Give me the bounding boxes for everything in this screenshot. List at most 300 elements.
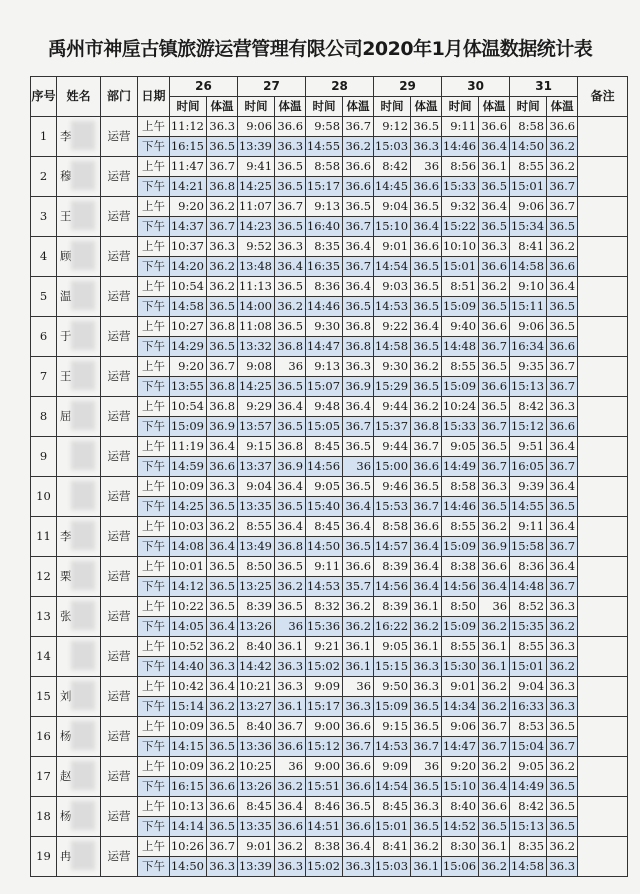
- temp-cell: 36.5: [275, 597, 306, 617]
- time-cell: 15:36: [306, 617, 343, 637]
- time-cell: 9:00: [306, 717, 343, 737]
- session-pm-cell: 下午: [138, 657, 170, 677]
- time-cell: 8:36: [510, 557, 547, 577]
- temp-cell: 36.5: [411, 817, 442, 837]
- time-cell: 15:17: [306, 697, 343, 717]
- temp-cell: 36.5: [275, 217, 306, 237]
- session-am-cell: 上午: [138, 717, 170, 737]
- name-text: 杨: [60, 809, 72, 823]
- name-cell: [57, 437, 101, 477]
- dept-cell: 运营: [101, 677, 138, 717]
- time-cell: 9:01: [238, 837, 275, 857]
- time-cell: 9:05: [374, 637, 411, 657]
- temp-cell: 36.4: [275, 797, 306, 817]
- time-cell: 16:34: [510, 337, 547, 357]
- temp-cell: 36.2: [275, 777, 306, 797]
- temp-cell: 36.4: [275, 517, 306, 537]
- session-am-cell: 上午: [138, 317, 170, 337]
- temp-cell: 36.8: [343, 317, 374, 337]
- name-cell: [57, 157, 101, 197]
- time-cell: 14:25: [238, 177, 275, 197]
- temp-cell: 36.6: [343, 717, 374, 737]
- seq-cell: 11: [31, 517, 57, 557]
- dept-cell: 运营: [101, 757, 138, 797]
- temp-cell: 36.7: [547, 577, 578, 597]
- time-cell: 14:58: [374, 337, 411, 357]
- time-cell: 15:51: [306, 777, 343, 797]
- temp-cell: 36.3: [479, 237, 510, 257]
- temp-cell: 36.4: [275, 257, 306, 277]
- time-cell: 8:41: [510, 237, 547, 257]
- temp-cell: 35.7: [343, 577, 374, 597]
- time-cell: 15:58: [510, 537, 547, 557]
- time-cell: 15:30: [442, 657, 479, 677]
- temp-cell: 36.6: [479, 117, 510, 137]
- temp-cell: 36.2: [411, 617, 442, 637]
- temp-cell: 36.6: [275, 817, 306, 837]
- remark-cell: [578, 277, 628, 317]
- time-cell: 14:29: [170, 337, 207, 357]
- time-cell: 9:10: [510, 277, 547, 297]
- temp-cell: 36.5: [207, 137, 238, 157]
- temp-cell: 36.5: [343, 537, 374, 557]
- seq-cell: 6: [31, 317, 57, 357]
- dept-cell: 运营: [101, 277, 138, 317]
- time-cell: 15:03: [374, 857, 411, 877]
- temp-cell: 36: [479, 597, 510, 617]
- temp-cell: 36.8: [411, 417, 442, 437]
- time-cell: 15:09: [442, 377, 479, 397]
- temp-cell: 36.3: [207, 237, 238, 257]
- name-redaction-blur: [71, 481, 95, 510]
- time-cell: 15:09: [442, 537, 479, 557]
- time-cell: 14:57: [374, 537, 411, 557]
- time-cell: 11:12: [170, 117, 207, 137]
- header-time: 时间: [306, 97, 343, 117]
- time-cell: 13:48: [238, 257, 275, 277]
- temp-cell: 36.4: [275, 397, 306, 417]
- time-cell: 10:22: [170, 597, 207, 617]
- time-cell: 9:01: [374, 237, 411, 257]
- temp-cell: 36.7: [275, 717, 306, 737]
- time-cell: 16:15: [170, 137, 207, 157]
- temp-cell: 36.8: [207, 397, 238, 417]
- header-temp: 体温: [547, 97, 578, 117]
- time-cell: 8:55: [442, 637, 479, 657]
- temp-cell: 36.4: [547, 517, 578, 537]
- name-cell: [57, 317, 101, 357]
- time-cell: 10:09: [170, 717, 207, 737]
- table-row-am: [31, 277, 628, 297]
- temp-cell: 36.2: [411, 837, 442, 857]
- temp-cell: 36: [343, 457, 374, 477]
- name-redaction-blur: [71, 681, 95, 710]
- time-cell: 9:06: [238, 117, 275, 137]
- time-cell: 10:13: [170, 797, 207, 817]
- temp-cell: 36.2: [547, 757, 578, 777]
- time-cell: 15:10: [442, 777, 479, 797]
- session-pm-cell: 下午: [138, 577, 170, 597]
- temp-cell: 36.7: [479, 717, 510, 737]
- session-pm-cell: 下午: [138, 697, 170, 717]
- header-time: 时间: [442, 97, 479, 117]
- temp-cell: 36.5: [411, 717, 442, 737]
- session-am-cell: 上午: [138, 437, 170, 457]
- session-pm-cell: 下午: [138, 537, 170, 557]
- temp-cell: 36.9: [479, 537, 510, 557]
- temp-cell: 36.2: [207, 277, 238, 297]
- time-cell: 15:29: [374, 377, 411, 397]
- time-cell: 15:07: [306, 377, 343, 397]
- time-cell: 8:52: [510, 597, 547, 617]
- temp-cell: 36.5: [479, 357, 510, 377]
- temp-cell: 36.5: [547, 217, 578, 237]
- name-cell: [57, 677, 101, 717]
- temp-cell: 36.3: [343, 697, 374, 717]
- dept-cell: 运营: [101, 357, 138, 397]
- temp-cell: 36.5: [207, 577, 238, 597]
- table-row-am: [31, 557, 628, 577]
- temp-cell: 36.6: [207, 797, 238, 817]
- time-cell: 14:46: [306, 297, 343, 317]
- seq-cell: 12: [31, 557, 57, 597]
- temp-cell: 36.8: [275, 437, 306, 457]
- time-cell: 15:11: [510, 297, 547, 317]
- temp-cell: 36.8: [343, 337, 374, 357]
- time-cell: 13:27: [238, 697, 275, 717]
- temp-cell: 36.5: [275, 417, 306, 437]
- time-cell: 14:51: [306, 817, 343, 837]
- time-cell: 9:22: [374, 317, 411, 337]
- header-temp: 体温: [411, 97, 442, 117]
- time-cell: 9:08: [238, 357, 275, 377]
- time-cell: 15:33: [442, 417, 479, 437]
- temp-cell: 36.3: [547, 677, 578, 697]
- temp-cell: 36.3: [547, 397, 578, 417]
- time-cell: 15:02: [306, 657, 343, 677]
- time-cell: 8:46: [306, 797, 343, 817]
- time-cell: 10:54: [170, 397, 207, 417]
- time-cell: 8:55: [442, 517, 479, 537]
- remark-cell: [578, 197, 628, 237]
- temp-cell: 36.7: [343, 737, 374, 757]
- temp-cell: 36.5: [411, 477, 442, 497]
- table-row-am: [31, 597, 628, 617]
- time-cell: 14:00: [238, 297, 275, 317]
- header-temp: 体温: [275, 97, 306, 117]
- session-am-cell: 上午: [138, 837, 170, 857]
- time-cell: 14:59: [170, 457, 207, 477]
- header-remark: 备注: [578, 77, 628, 117]
- session-am-cell: 上午: [138, 237, 170, 257]
- name-cell: [57, 117, 101, 157]
- temp-cell: 36.5: [207, 337, 238, 357]
- temp-cell: 36.4: [343, 277, 374, 297]
- table-row-am: [31, 317, 628, 337]
- temp-cell: 36.5: [479, 217, 510, 237]
- temp-cell: 36.3: [275, 677, 306, 697]
- table-row-am: [31, 477, 628, 497]
- temp-cell: 36.2: [479, 857, 510, 877]
- session-pm-cell: 下午: [138, 777, 170, 797]
- session-am-cell: 上午: [138, 557, 170, 577]
- remark-cell: [578, 237, 628, 277]
- temp-cell: 36.7: [343, 117, 374, 137]
- temp-cell: 36: [275, 357, 306, 377]
- temp-cell: 36.5: [479, 497, 510, 517]
- header-temp: 体温: [343, 97, 374, 117]
- time-cell: 9:11: [306, 557, 343, 577]
- time-cell: 9:06: [510, 197, 547, 217]
- time-cell: 8:42: [510, 797, 547, 817]
- time-cell: 9:15: [238, 437, 275, 457]
- time-cell: 8:35: [306, 237, 343, 257]
- time-cell: 15:37: [374, 417, 411, 437]
- time-cell: 15:06: [442, 857, 479, 877]
- time-cell: 15:05: [306, 417, 343, 437]
- time-cell: 14:55: [510, 497, 547, 517]
- temp-cell: 36.2: [479, 757, 510, 777]
- temp-cell: 36.6: [479, 317, 510, 337]
- session-am-cell: 上午: [138, 357, 170, 377]
- seq-cell: 2: [31, 157, 57, 197]
- time-cell: 10:42: [170, 677, 207, 697]
- session-pm-cell: 下午: [138, 457, 170, 477]
- time-cell: 8:32: [306, 597, 343, 617]
- temp-cell: 36.4: [479, 777, 510, 797]
- time-cell: 8:55: [238, 517, 275, 537]
- temp-cell: 36.5: [343, 437, 374, 457]
- time-cell: 9:13: [306, 197, 343, 217]
- temp-cell: 36.3: [275, 857, 306, 877]
- session-am-cell: 上午: [138, 637, 170, 657]
- header-temp: 体温: [207, 97, 238, 117]
- temp-cell: 36.7: [547, 177, 578, 197]
- time-cell: 14:54: [374, 257, 411, 277]
- temp-cell: 36.4: [343, 237, 374, 257]
- temp-cell: 36.6: [207, 777, 238, 797]
- temp-cell: 36.5: [479, 437, 510, 457]
- time-cell: 13:55: [170, 377, 207, 397]
- time-cell: 9:04: [238, 477, 275, 497]
- session-am-cell: 上午: [138, 277, 170, 297]
- temp-cell: 36.2: [207, 197, 238, 217]
- time-cell: 9:44: [374, 437, 411, 457]
- temp-cell: 36.3: [547, 597, 578, 617]
- name-cell: [57, 597, 101, 637]
- temp-cell: 36.2: [547, 657, 578, 677]
- temp-cell: 36.5: [207, 297, 238, 317]
- time-cell: 8:58: [374, 517, 411, 537]
- temp-cell: 36.5: [275, 177, 306, 197]
- dept-cell: 运营: [101, 317, 138, 357]
- temp-cell: 36.2: [207, 257, 238, 277]
- temp-cell: 36.2: [343, 137, 374, 157]
- time-cell: 9:03: [374, 277, 411, 297]
- temp-cell: 36.3: [343, 357, 374, 377]
- temp-cell: 36.7: [479, 417, 510, 437]
- time-cell: 8:35: [510, 837, 547, 857]
- time-cell: 15:02: [306, 857, 343, 877]
- time-cell: 14:46: [442, 497, 479, 517]
- time-cell: 15:34: [510, 217, 547, 237]
- temp-cell: 36.7: [547, 537, 578, 557]
- seq-cell: 18: [31, 797, 57, 837]
- name-cell: [57, 237, 101, 277]
- time-cell: 15:10: [374, 217, 411, 237]
- dept-cell: 运营: [101, 117, 138, 157]
- time-cell: 10:24: [442, 397, 479, 417]
- name-cell: [57, 397, 101, 437]
- time-cell: 8:58: [510, 117, 547, 137]
- temp-cell: 36.3: [411, 657, 442, 677]
- time-cell: 14:50: [170, 857, 207, 877]
- header-date: 日期: [138, 77, 170, 117]
- time-cell: 8:58: [442, 477, 479, 497]
- temp-cell: 36.9: [343, 377, 374, 397]
- name-text: 王: [60, 369, 72, 383]
- temp-cell: 36.2: [411, 397, 442, 417]
- temp-cell: 36.3: [275, 137, 306, 157]
- temp-cell: 36.5: [411, 337, 442, 357]
- time-cell: 9:05: [306, 477, 343, 497]
- temp-cell: 36.5: [547, 317, 578, 337]
- temp-cell: 36.5: [411, 777, 442, 797]
- temp-cell: 36.5: [547, 817, 578, 837]
- time-cell: 13:26: [238, 777, 275, 797]
- session-pm-cell: 下午: [138, 497, 170, 517]
- temp-cell: 36.6: [275, 737, 306, 757]
- temp-cell: 36.7: [207, 217, 238, 237]
- name-cell: [57, 197, 101, 237]
- temp-cell: 36.1: [411, 597, 442, 617]
- temp-cell: 36.1: [275, 697, 306, 717]
- temp-cell: 36.5: [411, 117, 442, 137]
- temp-cell: 36.3: [411, 137, 442, 157]
- time-cell: 9:50: [374, 677, 411, 697]
- temp-cell: 36.6: [479, 377, 510, 397]
- temp-cell: 36.2: [343, 597, 374, 617]
- seq-cell: 9: [31, 437, 57, 477]
- temp-cell: 36.1: [343, 657, 374, 677]
- seq-cell: 1: [31, 117, 57, 157]
- time-cell: 14:34: [442, 697, 479, 717]
- name-cell: [57, 837, 101, 877]
- header-time: 时间: [374, 97, 411, 117]
- remark-cell: [578, 397, 628, 437]
- temp-cell: 36.6: [207, 457, 238, 477]
- name-redaction-blur: [71, 761, 95, 790]
- session-am-cell: 上午: [138, 197, 170, 217]
- seq-cell: 16: [31, 717, 57, 757]
- temp-cell: 36.5: [275, 377, 306, 397]
- name-redaction-blur: [71, 401, 95, 430]
- temp-cell: 36.1: [479, 157, 510, 177]
- time-cell: 9:20: [442, 757, 479, 777]
- temp-cell: 36.6: [343, 177, 374, 197]
- temp-cell: 36.3: [547, 637, 578, 657]
- remark-cell: [578, 837, 628, 877]
- temp-cell: 36.4: [547, 477, 578, 497]
- seq-cell: 8: [31, 397, 57, 437]
- time-cell: 14:58: [170, 297, 207, 317]
- name-text: 刘: [60, 689, 72, 703]
- name-text: 王: [60, 209, 72, 223]
- temp-cell: 36.4: [275, 477, 306, 497]
- temp-cell: 36.2: [547, 617, 578, 637]
- table-row-am: [31, 237, 628, 257]
- header-date-28: 28: [306, 77, 374, 97]
- time-cell: 13:36: [238, 737, 275, 757]
- name-cell: [57, 797, 101, 837]
- time-cell: 9:12: [374, 117, 411, 137]
- temp-cell: 36.3: [411, 797, 442, 817]
- time-cell: 8:39: [238, 597, 275, 617]
- time-cell: 8:36: [306, 277, 343, 297]
- time-cell: 8:45: [306, 517, 343, 537]
- time-cell: 9:11: [510, 517, 547, 537]
- time-cell: 10:37: [170, 237, 207, 257]
- temp-cell: 36.5: [207, 497, 238, 517]
- temp-cell: 36.5: [411, 297, 442, 317]
- temp-cell: 36.3: [207, 477, 238, 497]
- temp-cell: 36.3: [547, 857, 578, 877]
- time-cell: 9:46: [374, 477, 411, 497]
- time-cell: 14:25: [238, 377, 275, 397]
- temp-cell: 36.7: [479, 337, 510, 357]
- time-cell: 14:56: [306, 457, 343, 477]
- time-cell: 9:04: [374, 197, 411, 217]
- time-cell: 14:54: [374, 777, 411, 797]
- temp-cell: 36: [411, 757, 442, 777]
- time-cell: 15:01: [510, 657, 547, 677]
- temp-cell: 36.8: [207, 317, 238, 337]
- time-cell: 10:01: [170, 557, 207, 577]
- time-cell: 14:53: [306, 577, 343, 597]
- name-text: 穆: [60, 169, 72, 183]
- temp-cell: 36.5: [207, 597, 238, 617]
- time-cell: 16:15: [170, 777, 207, 797]
- table-row-am: [31, 797, 628, 817]
- temp-cell: 36.4: [411, 577, 442, 597]
- temp-cell: 36.4: [207, 437, 238, 457]
- dept-cell: 运营: [101, 157, 138, 197]
- name-redaction-blur: [71, 281, 95, 310]
- temp-cell: 36: [275, 617, 306, 637]
- dept-cell: 运营: [101, 797, 138, 837]
- dept-cell: 运营: [101, 397, 138, 437]
- temp-cell: 36.4: [411, 537, 442, 557]
- time-cell: 13:37: [238, 457, 275, 477]
- session-am-cell: 上午: [138, 677, 170, 697]
- name-text: 栗: [60, 569, 72, 583]
- dept-cell: 运营: [101, 637, 138, 677]
- temp-cell: 36.7: [343, 417, 374, 437]
- name-redaction-blur: [71, 521, 95, 550]
- temp-cell: 36.3: [275, 237, 306, 257]
- name-redaction-blur: [71, 241, 95, 270]
- temp-cell: 36.3: [207, 857, 238, 877]
- time-cell: 14:05: [170, 617, 207, 637]
- header-date-29: 29: [374, 77, 442, 97]
- temp-cell: 36.5: [207, 557, 238, 577]
- time-cell: 9:40: [442, 317, 479, 337]
- temp-cell: 36.5: [479, 177, 510, 197]
- name-cell: [57, 557, 101, 597]
- time-cell: 13:35: [238, 817, 275, 837]
- time-cell: 15:33: [442, 177, 479, 197]
- temp-cell: 36.4: [547, 437, 578, 457]
